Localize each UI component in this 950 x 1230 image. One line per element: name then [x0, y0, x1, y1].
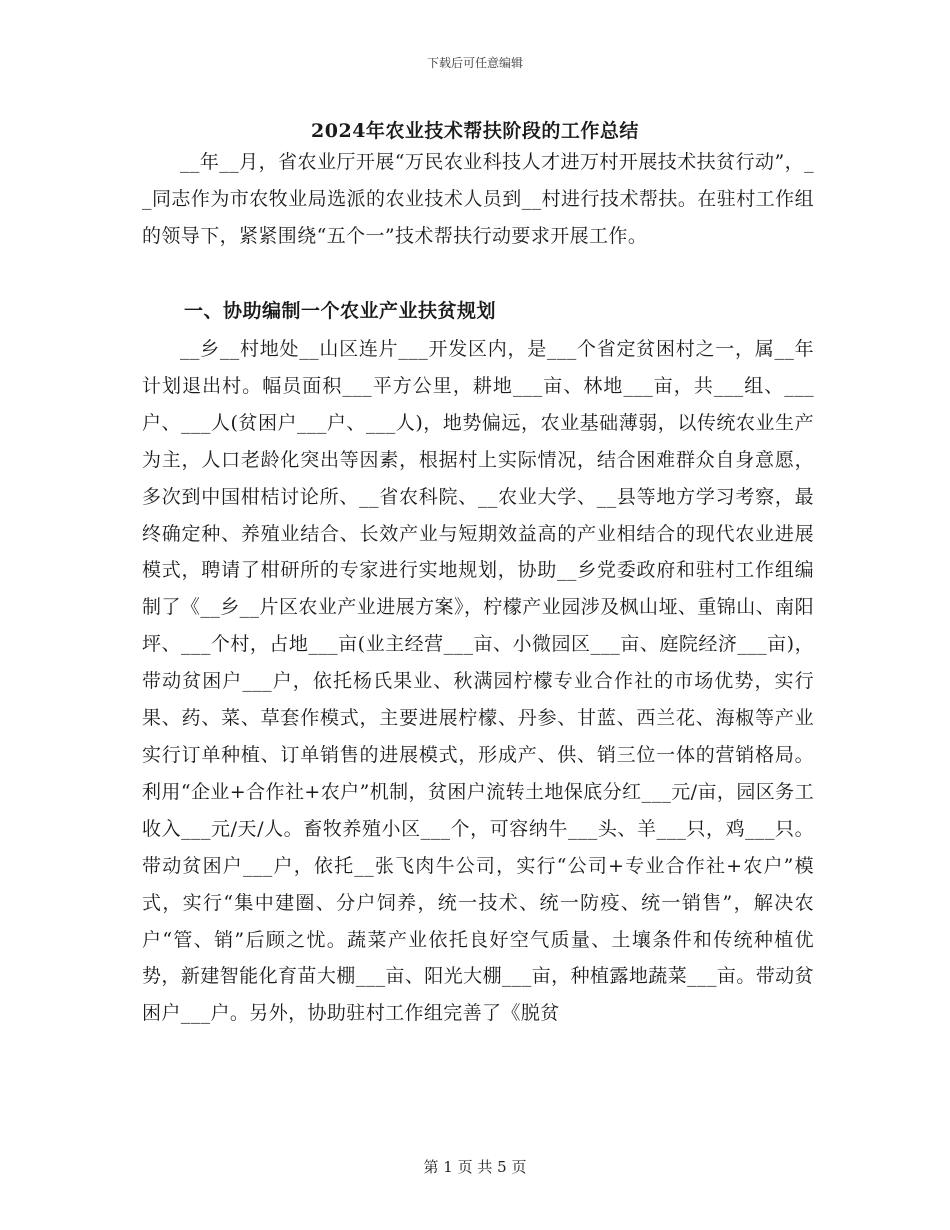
section-body — [142, 331, 814, 1032]
intro-section — [142, 144, 814, 255]
section-paragraph: __乡__村地处__山区连片___开发区内，是___个省定贫困村之一，属__年计划退出村。幅员面积___平方公里，耕地___亩、林地___亩，共___组、___户、___人(贫困户___户、___人)，地势偏远，农业基础薄弱，以传统农业生产为主，人口老龄化突出等因素，根据村上实际情况，结合困难群众自身意愿，多次到中国柑桔讨论所、__省农科院、__农业大学、__县等地方学习考察，最终确定种、养殖业结合、长效产业与短期效益高的产业相结合的现代农业进展模式，聘请了柑研所的专家进行实地规划，协助__乡党委政府和驻村工作组编制了《__乡__片区农业产业进展方案》，柠檬产业园涉及枫山垭、重锦山、南阳坪、___个村，占地___亩(业主经营___亩、小微园区___亩、庭院经济___亩)，带动贫困户___户，依托杨氏果业、秋满园柠檬专业合作社的市场优势，实行果、药、菜、草套作模式，主要进展柠檬、丹参、甘蓝、西兰花、海椒等产业实行订单种植、订单销售的进展模式，形成产、供、销三位一体的营销格局。利用“企业+合作社+农户”机制，贫困户流转土地保底分红___元/亩，园区务工收入___元/天/人。畜牧养殖小区___个，可容纳牛___头、羊___只，鸡___只。带动贫困户___户，依托__张飞肉牛公司，实行“公司+专业合作社+农户”模式，实行“集中建圈、分户饲养，统一技术、统一防疫、统一销售”，解决农户“管、销”后顾之忧。蔬菜产业依托良好空气质量、土壤条件和传统种植优势，新建智能化育苗大棚___亩、阳光大棚___亩，种植露地蔬菜___亩。带动贫困户___户。另外，协助驻村工作组完善了《脱贫 — [142, 338, 814, 1025]
page-header-note: 下载后可任意编辑 — [426, 56, 523, 70]
document-title: 2024年农业技术帮扶阶段的工作总结 — [311, 120, 639, 142]
section-heading: 一、协助编制一个农业产业扶贫规划 — [184, 300, 497, 322]
page-number-footer: 第 1 页 共 5 页 — [423, 1158, 527, 1176]
intro-paragraph: __年__月，省农业厅开展“万民农业科技人才进万村开展技术扶贫行动”，__同志作为市农牧业局选派的农业技术人员到__村进行技术帮扶。在驻村工作组的领导下，紧紧围绕“五个一”技术帮扶行动要求开展工作。 — [142, 151, 814, 247]
